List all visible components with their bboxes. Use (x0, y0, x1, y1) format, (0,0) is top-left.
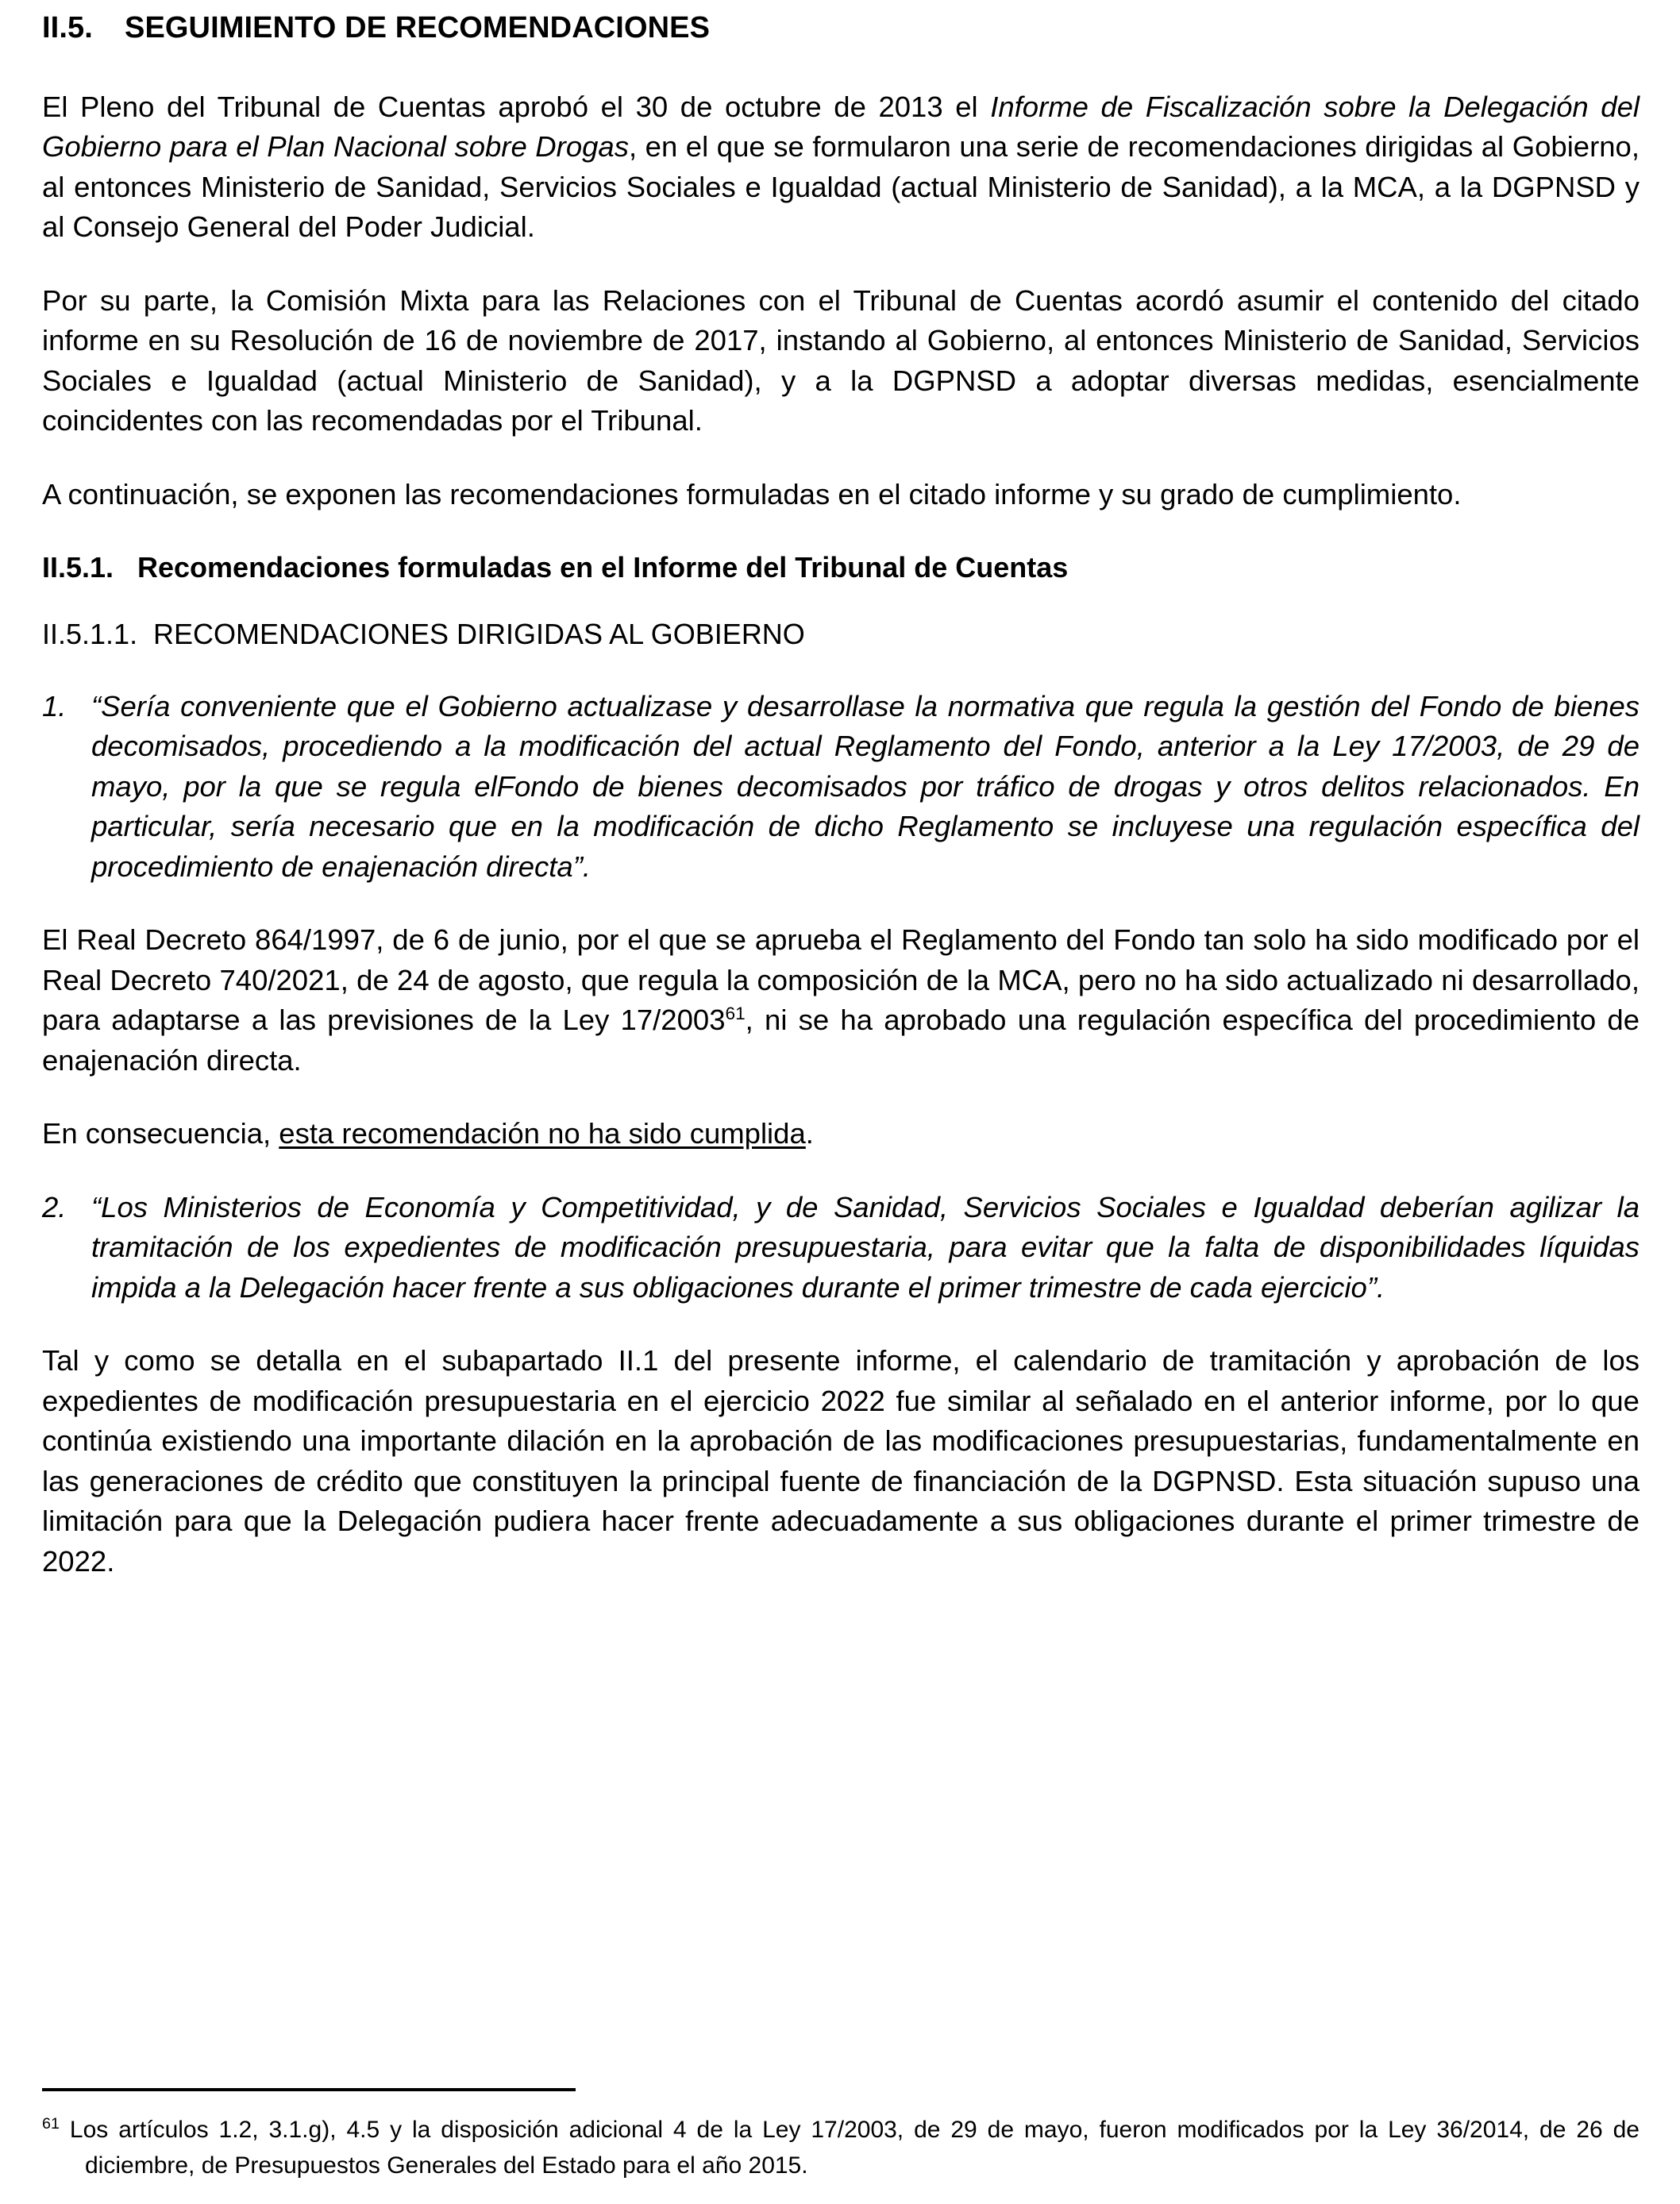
subsubsection-number: II.5.1.1. (42, 617, 138, 650)
paragraph-comision-mixta: Por su parte, la Comisión Mixta para las Relaciones con el Tribunal de Cuentas acordó asumir el contenido del citado informe en su Resolución de 16 de noviembre de 2017, instando al Gobierno, al entonces Ministerio de Sanidad, Servicios Sociales e Igualdad (actual Ministerio de Sanidad), y a la DGPNSD a adoptar diversas medidas, esencialmente coincidentes con las recomendadas por el Tribunal. (42, 283, 1640, 437)
recommendation-2-number: 2. (42, 1190, 67, 1223)
spacer (42, 514, 1640, 551)
analysis-1-before-note: El Real Decreto 864/1997, de 6 de junio, por el que se aprueba el Reglamento del Fondo tan solo ha sido modificado por el Real Decreto 740/2021, de 24 de agosto, que regula la composición de la MCA, pero no ha sido actualizado ni desarrollado, para adaptarse a las previsiones de la Ley 17/2003 (42, 923, 1640, 1037)
subsubsection-title: RECOMENDACIONES DIRIGIDAS AL GOBIERNO (153, 617, 805, 650)
footnote-reference-61[interactable]: 61 (725, 1004, 746, 1024)
spacer (42, 584, 1640, 618)
conclusion-1-underlined: esta recomendación no ha sido cumplida (279, 1117, 806, 1150)
section-title: SEGUIMIENTO DE RECOMENDACIONES (125, 11, 711, 44)
subsection-heading (42, 551, 1640, 584)
spacer (42, 441, 1640, 475)
paragraph-continuacion: A continuación, se exponen las recomendaciones formuladas en el citado informe y su grado de cumplimiento. (42, 477, 1462, 511)
spacer (42, 650, 1640, 687)
section-number: II.5. (42, 11, 93, 44)
document-page (42, 0, 1640, 2204)
spacer (42, 248, 1640, 281)
recommendation-item-1 (42, 687, 1640, 888)
paragraph-intro-part1: El Pleno del Tribunal de Cuentas aprobó el 30 de octubre de 2013 el (42, 90, 991, 123)
conclusion-1-lead: En consecuencia, (42, 1117, 279, 1150)
paragraph-intro-part2: , en el que se formularon una serie de recomendaciones dirigidas al Gobierno, al entonces Ministerio de Sanidad, Servicios Sociales e Igualdad (actual Ministerio de Sanidad), a la MCA, a la DGPNSD y al Consejo General del Poder Judicial. (42, 130, 1640, 244)
analysis-paragraph-1 (42, 920, 1640, 1081)
footnote-area (42, 2088, 1640, 2183)
footnote-separator-rule (42, 2088, 576, 2091)
report-title-italic: Informe de Fiscalización sobre la Delegación del Gobierno para el Plan Nacional sobre Drogas (42, 90, 1640, 164)
footnote-61-text: Los artículos 1.2, 3.1.g), 4.5 y la disposición adicional 4 de la Ley 17/2003, de 29 de mayo, fueron modificados por la Ley 36/2014, de 26 de diciembre, de Presupuestos Generales del Estado para el año 2015. (60, 2117, 1640, 2179)
conclusion-paragraph-1 (42, 1114, 1640, 1154)
footnote-marker-61: 61 (42, 2115, 60, 2133)
spacer (42, 1154, 1640, 1188)
recommendation-1-text: “Sería conveniente que el Gobierno actualizase y desarrollase la normativa que regula la gestión del Fondo de bienes decomisados, procediendo a la modificación del actual Reglamento del Fondo, anterior a la Ley 17/2003, de 29 de mayo, por la que se regula elFondo de bienes decomisados por tráfico de drogas y otros delitos relacionados. En particular, sería necesario que en la modificación de dicho Reglamento se incluyese una regulación específica del procedimiento de enajenación directa”. (91, 689, 1640, 883)
recommendation-1-number: 1. (42, 689, 67, 722)
paragraph-intro (42, 87, 1640, 248)
recommendation-item-2 (42, 1188, 1640, 1308)
subsection-number: II.5.1. (42, 551, 114, 584)
spacer (42, 887, 1640, 920)
spacer (42, 1081, 1640, 1114)
recommendation-2-text: “Los Ministerios de Economía y Competitividad, y de Sanidad, Servicios Sociales e Igualdad deberían agilizar la tramitación de los expedientes de modificación presupuestaria, para evitar que la falta de disponibilidades líquidas impida a la Delegación hacer frente a sus obligaciones durante el primer trimestre de cada ejercicio”. (91, 1190, 1640, 1304)
spacer (42, 46, 1640, 87)
subsection-title: Recomendaciones formuladas en el Informe del Tribunal de Cuentas (137, 551, 1069, 584)
section-heading (42, 0, 1640, 46)
subsubsection-heading (42, 618, 1640, 650)
conclusion-1-tail: . (805, 1117, 814, 1150)
spacer (42, 1308, 1640, 1341)
footnote-61 (42, 2112, 1640, 2183)
analysis-1-after-note: , ni se ha aprobado una regulación específica del procedimiento de enajenación directa. (42, 1004, 1640, 1077)
analysis-paragraph-2: Tal y como se detalla en el subapartado II.1 del presente informe, el calendario de tramitación y aprobación de los expedientes de modificación presupuestaria en el ejercicio 2022 fue similar al señalado en el anterior informe, por lo que continúa existiendo una importante dilación en la aprobación de las modificaciones presupuestarias, fundamentalmente en las generaciones de crédito que constituyen la principal fuente de financiación de la DGPNSD. Esta situación supuso una limitación para que la Delegación pudiera hacer frente adecuadamente a sus obligaciones durante el primer trimestre de 2022. (42, 1344, 1640, 1578)
